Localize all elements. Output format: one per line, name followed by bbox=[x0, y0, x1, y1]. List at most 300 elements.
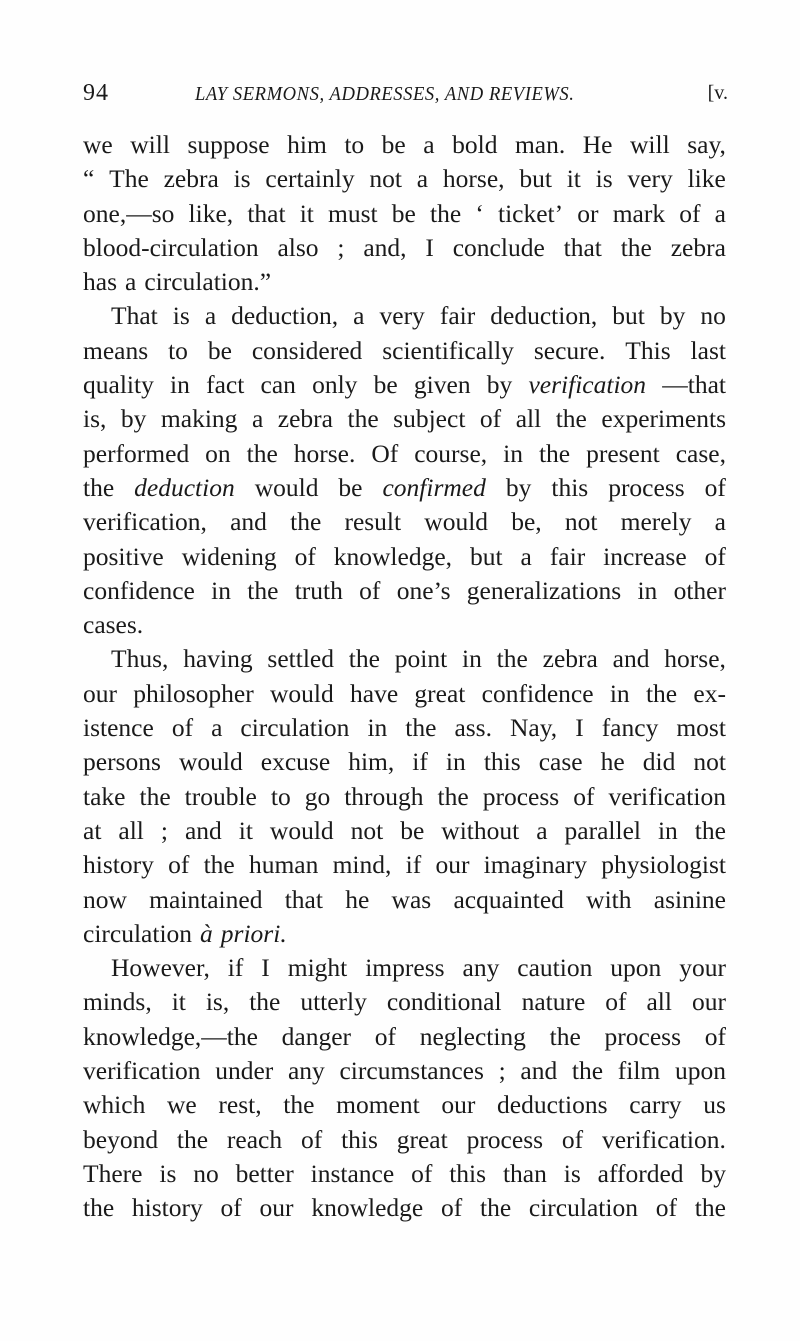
word: us bbox=[703, 1090, 726, 1120]
word: rest, bbox=[218, 1090, 262, 1120]
word: or bbox=[577, 198, 599, 228]
word: a bbox=[536, 815, 548, 845]
word: the bbox=[555, 404, 587, 434]
word: not bbox=[369, 164, 402, 194]
word: ; bbox=[498, 1056, 506, 1086]
word: the bbox=[538, 438, 571, 468]
word: is bbox=[595, 164, 613, 194]
word: of bbox=[220, 1193, 242, 1223]
word: zebra bbox=[542, 644, 598, 674]
word: is bbox=[172, 301, 190, 331]
word: circulation bbox=[240, 713, 350, 743]
word: cases. bbox=[83, 610, 144, 640]
word: we bbox=[83, 130, 113, 159]
word: conclude bbox=[452, 232, 545, 262]
word: the bbox=[83, 472, 115, 502]
word: of bbox=[561, 1124, 584, 1154]
word: circulation bbox=[528, 1193, 638, 1223]
word: go bbox=[304, 781, 331, 811]
word: a bbox=[211, 713, 223, 743]
word: did bbox=[642, 747, 676, 777]
text-line bbox=[83, 1191, 726, 1225]
word: in bbox=[462, 644, 482, 674]
word: a bbox=[251, 404, 264, 434]
italic-word: à bbox=[200, 918, 213, 948]
word: ass. bbox=[454, 713, 492, 743]
word: having bbox=[183, 644, 253, 674]
word: ‘ bbox=[475, 198, 484, 228]
word: process bbox=[608, 472, 685, 502]
word: widening bbox=[181, 541, 277, 571]
word: bold bbox=[452, 130, 498, 159]
text-line bbox=[83, 471, 726, 505]
word: be bbox=[400, 815, 425, 845]
text-line bbox=[83, 951, 726, 985]
word: afforded bbox=[597, 1158, 684, 1188]
word: and, bbox=[363, 232, 407, 262]
word: of bbox=[605, 987, 627, 1017]
paragraph bbox=[83, 951, 726, 1225]
word: was bbox=[391, 884, 432, 914]
word: film bbox=[617, 1056, 661, 1086]
word: the bbox=[645, 678, 678, 708]
word: all bbox=[646, 987, 672, 1017]
text-line bbox=[83, 368, 726, 402]
word: in bbox=[445, 747, 466, 777]
word: utterly bbox=[300, 987, 367, 1017]
text-line bbox=[83, 985, 726, 1019]
word: verification bbox=[608, 781, 726, 811]
word: is bbox=[159, 1158, 177, 1188]
text-line bbox=[83, 574, 726, 608]
word: That bbox=[111, 301, 158, 331]
word: like bbox=[687, 164, 726, 194]
word: a bbox=[423, 130, 435, 159]
word: upon bbox=[610, 953, 662, 983]
word: process bbox=[482, 781, 560, 811]
word: human bbox=[248, 850, 319, 880]
word: horse, bbox=[664, 644, 726, 674]
word: nature bbox=[521, 987, 586, 1017]
word: under bbox=[215, 1056, 274, 1086]
word: it bbox=[171, 987, 186, 1017]
word: history bbox=[131, 1193, 203, 1223]
word: trouble bbox=[184, 781, 257, 811]
word: would bbox=[254, 472, 319, 502]
word: increase bbox=[603, 541, 687, 571]
word: that bbox=[247, 198, 286, 228]
word: the bbox=[246, 438, 278, 468]
word: be bbox=[207, 335, 232, 365]
word: in bbox=[503, 438, 523, 468]
word: deductions bbox=[497, 1090, 608, 1120]
word: fact bbox=[206, 370, 245, 400]
text-line bbox=[83, 197, 726, 231]
text-line bbox=[83, 642, 726, 676]
word: settled bbox=[267, 644, 334, 674]
word: the bbox=[549, 1021, 581, 1051]
word: and bbox=[612, 644, 650, 674]
word: this bbox=[449, 1158, 487, 1188]
word: of bbox=[294, 541, 316, 571]
word: of bbox=[440, 1193, 463, 1223]
word: might bbox=[287, 953, 348, 983]
text-line bbox=[83, 1157, 726, 1191]
word: of bbox=[411, 1158, 433, 1188]
word: knowledge,—the bbox=[83, 1021, 258, 1051]
word: knowledge, bbox=[333, 541, 453, 571]
word: performed bbox=[83, 438, 190, 468]
word: philosopher bbox=[133, 678, 254, 708]
text-line bbox=[83, 780, 726, 814]
word: the bbox=[405, 713, 437, 743]
word: your bbox=[679, 953, 726, 983]
word: he bbox=[345, 884, 370, 914]
word: the bbox=[203, 850, 235, 880]
word: will bbox=[630, 130, 670, 159]
word: physiologist bbox=[601, 850, 726, 880]
word: the bbox=[496, 644, 528, 674]
text-line bbox=[83, 745, 726, 779]
word: result bbox=[344, 507, 402, 537]
word: There bbox=[83, 1158, 143, 1188]
word: certainly bbox=[265, 164, 355, 194]
word: be bbox=[381, 130, 406, 159]
word: in bbox=[657, 815, 678, 845]
word: carry bbox=[629, 1090, 682, 1120]
word: only bbox=[312, 370, 358, 400]
word: ; bbox=[337, 232, 345, 262]
word: a bbox=[714, 507, 726, 537]
text-line bbox=[83, 1088, 726, 1122]
word: the bbox=[139, 781, 171, 811]
word: I bbox=[261, 953, 270, 983]
word: him, bbox=[348, 747, 395, 777]
word: verification, bbox=[83, 507, 207, 537]
word: process bbox=[466, 1124, 544, 1154]
word: our bbox=[691, 987, 726, 1017]
body-text bbox=[83, 128, 726, 1226]
word: any bbox=[287, 1056, 325, 1086]
word: take bbox=[83, 781, 126, 811]
word: I bbox=[575, 713, 584, 743]
word: I bbox=[425, 232, 434, 262]
text-line bbox=[83, 917, 726, 951]
word: confidence bbox=[481, 678, 594, 708]
word: if bbox=[405, 850, 422, 880]
word: asinine bbox=[653, 884, 726, 914]
word: caution bbox=[517, 953, 593, 983]
word: that bbox=[284, 884, 323, 914]
paragraph bbox=[83, 299, 726, 642]
word: to bbox=[168, 335, 188, 365]
word: fair bbox=[549, 541, 586, 571]
word: generalizations bbox=[466, 575, 622, 605]
text-line bbox=[83, 883, 726, 917]
word: not bbox=[693, 747, 726, 777]
word: no bbox=[700, 301, 726, 331]
chapter-mark: [v. bbox=[707, 82, 728, 104]
word: our bbox=[83, 678, 117, 708]
running-head bbox=[83, 78, 728, 108]
word: also bbox=[277, 232, 319, 262]
word: great bbox=[396, 1124, 448, 1154]
text-line bbox=[83, 711, 726, 745]
word: last bbox=[690, 335, 726, 365]
word: ticket’ bbox=[498, 198, 564, 228]
word: the bbox=[430, 198, 462, 228]
text-line bbox=[83, 1020, 726, 1054]
word: —that bbox=[662, 370, 726, 400]
word: of bbox=[479, 404, 502, 434]
word: of bbox=[300, 1124, 323, 1154]
word: case, bbox=[675, 438, 726, 468]
word: of bbox=[704, 1021, 726, 1051]
italic-word: confirmed bbox=[382, 472, 486, 502]
text-line bbox=[83, 162, 726, 196]
word: suppose bbox=[187, 130, 270, 159]
word: the bbox=[347, 404, 379, 434]
word: man. bbox=[514, 130, 566, 159]
text-line bbox=[83, 505, 726, 539]
word: is bbox=[563, 1158, 581, 1188]
word: reach bbox=[226, 1124, 283, 1154]
word: of bbox=[679, 198, 701, 228]
text-line bbox=[83, 1054, 726, 1088]
word: great bbox=[414, 678, 466, 708]
italic-word: priori. bbox=[220, 918, 287, 948]
word: any bbox=[462, 953, 500, 983]
word: has bbox=[83, 267, 117, 297]
word: neglecting bbox=[419, 1021, 526, 1051]
word: be bbox=[391, 198, 416, 228]
word: but bbox=[519, 164, 552, 194]
word: with bbox=[586, 884, 632, 914]
word: by bbox=[486, 370, 513, 400]
text-line bbox=[83, 437, 726, 471]
word: we bbox=[167, 1090, 197, 1120]
word: given bbox=[413, 370, 471, 400]
word: him bbox=[287, 130, 327, 159]
word: it bbox=[299, 198, 314, 228]
word: by bbox=[659, 301, 686, 331]
word: verification bbox=[83, 1056, 201, 1086]
word: the bbox=[290, 507, 322, 537]
word: our bbox=[441, 1090, 476, 1120]
word: in bbox=[609, 678, 630, 708]
text-line bbox=[83, 540, 726, 574]
word: maintained bbox=[149, 884, 263, 914]
word: verification. bbox=[601, 1124, 726, 1154]
word: but bbox=[469, 541, 503, 571]
word: is bbox=[233, 164, 251, 194]
word: scientifically bbox=[382, 335, 514, 365]
word: of bbox=[171, 713, 194, 743]
word: subject bbox=[393, 404, 466, 434]
word: truth bbox=[294, 575, 343, 605]
running-title: LAY SERMONS, ADDRESSES, AND REVIEWS. bbox=[195, 83, 575, 105]
word: experiments bbox=[601, 404, 726, 434]
word: secure. bbox=[533, 335, 606, 365]
word: on bbox=[205, 438, 231, 468]
word: Nay, bbox=[509, 713, 558, 743]
word: be, bbox=[511, 507, 542, 537]
word: very bbox=[379, 301, 425, 331]
word: excuse bbox=[260, 747, 331, 777]
word: the bbox=[571, 1056, 604, 1086]
word: process bbox=[604, 1021, 682, 1051]
word: of bbox=[573, 781, 595, 811]
word: very bbox=[627, 164, 673, 194]
text-line bbox=[83, 265, 726, 299]
word: one,—so bbox=[83, 198, 175, 228]
text-line bbox=[83, 608, 726, 642]
paragraph bbox=[83, 128, 726, 299]
word: fair bbox=[439, 301, 476, 331]
word: one’s bbox=[396, 575, 451, 605]
word: zebra bbox=[277, 404, 333, 434]
word: fancy bbox=[601, 713, 659, 743]
word: He bbox=[582, 130, 613, 159]
word: impress bbox=[365, 953, 445, 983]
word: would bbox=[269, 815, 334, 845]
word: confidence bbox=[83, 575, 195, 605]
text-line bbox=[83, 128, 726, 162]
text-line bbox=[83, 231, 726, 265]
word: merely bbox=[620, 507, 692, 537]
word: without bbox=[441, 815, 520, 845]
word: that bbox=[563, 232, 602, 262]
word: the bbox=[247, 575, 279, 605]
word: through bbox=[344, 781, 424, 811]
word: danger bbox=[281, 1021, 352, 1051]
word: have bbox=[350, 678, 399, 708]
word: most bbox=[676, 713, 726, 743]
word: a bbox=[353, 301, 365, 331]
word: a bbox=[714, 198, 726, 228]
word: instance bbox=[310, 1158, 395, 1188]
word: case bbox=[538, 747, 583, 777]
word: not bbox=[350, 815, 384, 845]
word: positive bbox=[83, 541, 164, 571]
word: beyond bbox=[83, 1124, 159, 1154]
word: the bbox=[249, 987, 281, 1017]
italic-word: deduction bbox=[134, 472, 235, 502]
word: in bbox=[211, 575, 231, 605]
word: considered bbox=[251, 335, 363, 365]
word: conditional bbox=[386, 987, 502, 1017]
paragraph bbox=[83, 642, 726, 951]
word: of bbox=[359, 575, 381, 605]
word: course, bbox=[414, 438, 488, 468]
text-line bbox=[83, 299, 726, 333]
word: moment bbox=[336, 1090, 420, 1120]
word: the bbox=[348, 644, 380, 674]
word: This bbox=[625, 335, 671, 365]
word: of bbox=[704, 541, 726, 571]
word: and bbox=[520, 1056, 558, 1086]
word: would bbox=[424, 507, 489, 537]
word: this bbox=[341, 1124, 378, 1154]
word: now bbox=[83, 884, 127, 914]
word: point bbox=[394, 644, 448, 674]
word: quality bbox=[83, 370, 154, 400]
word: in bbox=[170, 370, 190, 400]
word: ex- bbox=[693, 678, 726, 708]
word: it bbox=[238, 815, 253, 845]
word: which bbox=[83, 1090, 146, 1120]
word: the bbox=[437, 781, 469, 811]
word: must bbox=[328, 198, 378, 228]
word: than bbox=[502, 1158, 547, 1188]
word: to bbox=[270, 781, 291, 811]
word: Thus, bbox=[111, 644, 169, 674]
word: will bbox=[130, 130, 170, 159]
word: be bbox=[373, 370, 398, 400]
word: circulation bbox=[83, 918, 193, 948]
word: zebra bbox=[163, 164, 219, 194]
word: the bbox=[694, 1193, 726, 1223]
word: However, bbox=[111, 953, 210, 983]
word: mark bbox=[612, 198, 666, 228]
word: is, bbox=[83, 404, 107, 434]
word: horse, bbox=[442, 164, 505, 194]
word: our bbox=[259, 1193, 294, 1223]
word: say, bbox=[687, 130, 726, 159]
word: of bbox=[168, 850, 190, 880]
word: can bbox=[260, 370, 296, 400]
word: like, bbox=[188, 198, 234, 228]
text-line bbox=[83, 402, 726, 436]
word: means bbox=[83, 335, 149, 365]
word: a bbox=[125, 267, 137, 297]
word: mind, bbox=[332, 850, 392, 880]
word: The bbox=[109, 164, 149, 194]
word: not bbox=[564, 507, 598, 537]
word: would bbox=[269, 678, 334, 708]
word: Of bbox=[371, 438, 399, 468]
word: acquainted bbox=[453, 884, 564, 914]
word: of bbox=[374, 1021, 396, 1051]
word: in bbox=[367, 713, 388, 743]
word: it bbox=[566, 164, 581, 194]
word: at bbox=[83, 815, 102, 845]
word: making bbox=[160, 404, 238, 434]
word: horse. bbox=[293, 438, 356, 468]
word: no bbox=[193, 1158, 219, 1188]
word: by bbox=[505, 472, 532, 502]
word: if bbox=[412, 747, 428, 777]
word: he bbox=[600, 747, 625, 777]
word: if bbox=[227, 953, 244, 983]
word: the bbox=[694, 815, 726, 845]
word: this bbox=[483, 747, 521, 777]
word: a bbox=[204, 301, 217, 331]
word: all bbox=[515, 404, 542, 434]
word: a bbox=[520, 541, 532, 571]
word: parallel bbox=[564, 815, 641, 845]
word: present bbox=[586, 438, 660, 468]
word: but bbox=[612, 301, 645, 331]
word: history bbox=[83, 850, 154, 880]
word: and bbox=[230, 507, 267, 537]
text-line bbox=[83, 677, 726, 711]
word: persons bbox=[83, 747, 161, 777]
word: our bbox=[435, 850, 470, 880]
word: imaginary bbox=[483, 850, 588, 880]
word: deduction, bbox=[490, 301, 598, 331]
word: the bbox=[283, 1090, 315, 1120]
